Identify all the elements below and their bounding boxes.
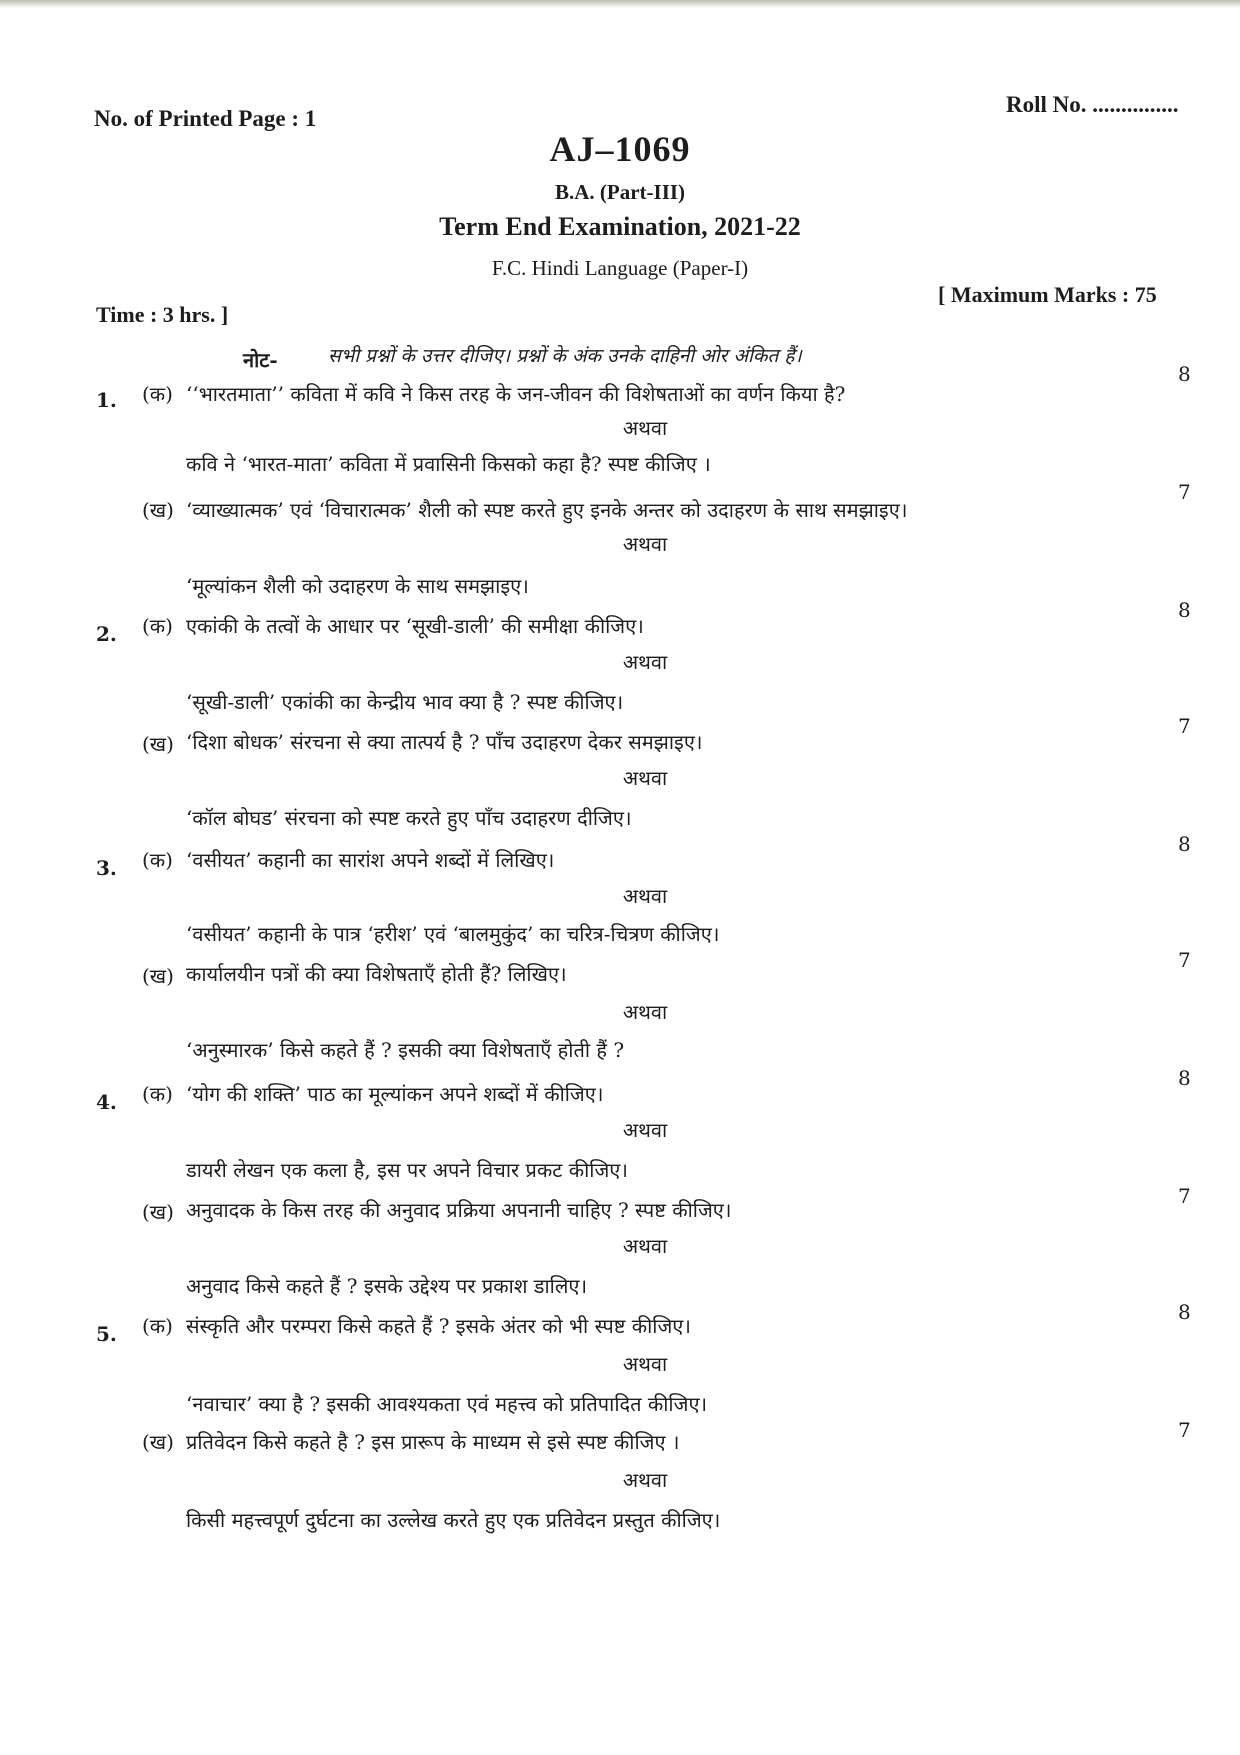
alternative-question-text: किसी महत्त्वपूर्ण दुर्घटना का उल्लेख करते हुए एक प्रतिवेदन प्रस्तुत कीजिए। bbox=[186, 1508, 721, 1532]
question-text: अनुवादक के किस तरह की अनुवाद प्रक्रिया अपनानी चाहिए ? स्पष्ट कीजिए। bbox=[186, 1198, 732, 1222]
exam-title: Term End Examination, 2021-22 bbox=[439, 212, 801, 241]
part-label: (ख) bbox=[142, 498, 174, 522]
or-divider: अथवा bbox=[622, 650, 668, 674]
or-divider: अथवा bbox=[622, 416, 668, 440]
part-label: (क) bbox=[142, 1314, 173, 1338]
part-label: (ख) bbox=[142, 964, 174, 988]
part-label: (क) bbox=[142, 1082, 173, 1106]
marks: 7 bbox=[1178, 948, 1191, 972]
question-text: संस्कृति और परम्परा किसे कहते हैं ? इसके अंतर को भी स्पष्ट कीजिए। bbox=[186, 1314, 691, 1338]
or-divider: अथवा bbox=[622, 766, 668, 790]
or-divider: अथवा bbox=[622, 532, 668, 556]
marks: 8 bbox=[1178, 1066, 1191, 1090]
question-number: 1. bbox=[96, 388, 117, 412]
alternative-question-text: ‘वसीयत’ कहानी के पात्र ‘हरीश’ एवं ‘बालमुकुंद’ का चरित्र-चित्रण कीजिए। bbox=[186, 922, 720, 946]
marks: 8 bbox=[1178, 362, 1191, 386]
alternative-question-text: ‘मूल्यांकन शैली को उदाहरण के साथ समझाइए। bbox=[186, 574, 529, 598]
maximum-marks: [ Maximum Marks : 75 bbox=[938, 282, 1157, 307]
question-text: ‘वसीयत’ कहानी का सारांश अपने शब्दों में लिखिए। bbox=[186, 848, 555, 872]
marks: 8 bbox=[1178, 1300, 1191, 1324]
marks: 7 bbox=[1178, 480, 1191, 504]
roll-number-field: Roll No. ............... bbox=[1006, 92, 1179, 117]
marks: 7 bbox=[1178, 1184, 1191, 1208]
alternative-question-text: ‘अनुस्मारक’ किसे कहते हैं ? इसकी क्या विशेषताएँ होती हैं ? bbox=[186, 1038, 625, 1062]
part-label: (ख) bbox=[142, 1200, 174, 1224]
or-divider: अथवा bbox=[622, 1468, 668, 1492]
or-divider: अथवा bbox=[622, 1000, 668, 1024]
alternative-question-text: डायरी लेखन एक कला है, इस पर अपने विचार प्रकट कीजिए। bbox=[186, 1158, 628, 1182]
note-text: सभी प्रश्नों के उत्तर दीजिए। प्रश्नों के अंक उनके दाहिनी ओर अंकित हैं। bbox=[328, 345, 802, 367]
question-number: 4. bbox=[96, 1090, 117, 1114]
course-name: B.A. (Part-III) bbox=[554, 180, 686, 204]
question-text: एकांकी के तत्वों के आधार पर ‘सूखी-डाली’ की समीक्षा कीजिए। bbox=[186, 614, 644, 638]
question-number: 3. bbox=[96, 856, 117, 880]
marks: 7 bbox=[1178, 714, 1191, 738]
scan-edge bbox=[0, 0, 1240, 8]
or-divider: अथवा bbox=[622, 1118, 668, 1142]
marks: 8 bbox=[1178, 598, 1191, 622]
time-allowed: Time : 3 hrs. ] bbox=[96, 302, 229, 327]
question-text: प्रतिवेदन किसे कहते है ? इस प्रारूप के माध्यम से इसे स्पष्ट कीजिए । bbox=[186, 1430, 680, 1454]
question-number: 5. bbox=[96, 1322, 117, 1346]
or-divider: अथवा bbox=[622, 1352, 668, 1376]
printed-pages-label: No. of Printed Page : 1 bbox=[94, 106, 317, 131]
question-number: 2. bbox=[96, 622, 117, 646]
paper-code: AJ–1069 bbox=[549, 129, 691, 169]
part-label: (क) bbox=[142, 614, 173, 638]
or-divider: अथवा bbox=[622, 1234, 668, 1258]
alternative-question-text: अनुवाद किसे कहते हैं ? इसके उद्देश्य पर प्रकाश डालिए। bbox=[186, 1274, 588, 1298]
alternative-question-text: ‘नवाचार’ क्या है ? इसकी आवश्यकता एवं महत्त्व को प्रतिपादित कीजिए। bbox=[186, 1392, 708, 1416]
alternative-question-text: ‘सूखी-डाली’ एकांकी का केन्द्रीय भाव क्या है ? स्पष्ट कीजिए। bbox=[186, 690, 624, 714]
question-text: ‘दिशा बोधक’ संरचना से क्या तात्पर्य है ? पाँच उदाहरण देकर समझाइए। bbox=[186, 730, 703, 754]
subject-title: F.C. Hindi Language (Paper-I) bbox=[491, 256, 749, 280]
alternative-question-text: ‘कॉल बोघड’ संरचना को स्पष्ट करते हुए पाँच उदाहरण दीजिए। bbox=[186, 806, 632, 830]
question-text: ‘‘भारतमाता’’ कविता में कवि ने किस तरह के जन-जीवन की विशेषताओं का वर्णन किया है? bbox=[186, 382, 846, 406]
note-label: नोट- bbox=[243, 348, 278, 372]
question-text: कार्यालयीन पत्रों की क्या विशेषताएँ होती हैं? लिखिए। bbox=[186, 962, 567, 986]
or-divider: अथवा bbox=[622, 884, 668, 908]
question-text: ‘योग की शक्ति’ पाठ का मूल्यांकन अपने शब्दों में कीजिए। bbox=[186, 1082, 604, 1106]
question-text: ‘व्याख्यात्मक’ एवं ‘विचारात्मक’ शैली को स्पष्ट करते हुए इनके अन्तर को उदाहरण के साथ समझाइए। bbox=[186, 498, 908, 522]
marks: 8 bbox=[1178, 832, 1191, 856]
alternative-question-text: कवि ने ‘भारत-माता’ कविता में प्रवासिनी किसको कहा है? स्पष्ट कीजिए । bbox=[186, 452, 711, 476]
part-label: (ख) bbox=[142, 732, 174, 756]
part-label: (क) bbox=[142, 382, 173, 406]
part-label: (क) bbox=[142, 848, 173, 872]
marks: 7 bbox=[1178, 1418, 1191, 1442]
part-label: (ख) bbox=[142, 1430, 174, 1454]
